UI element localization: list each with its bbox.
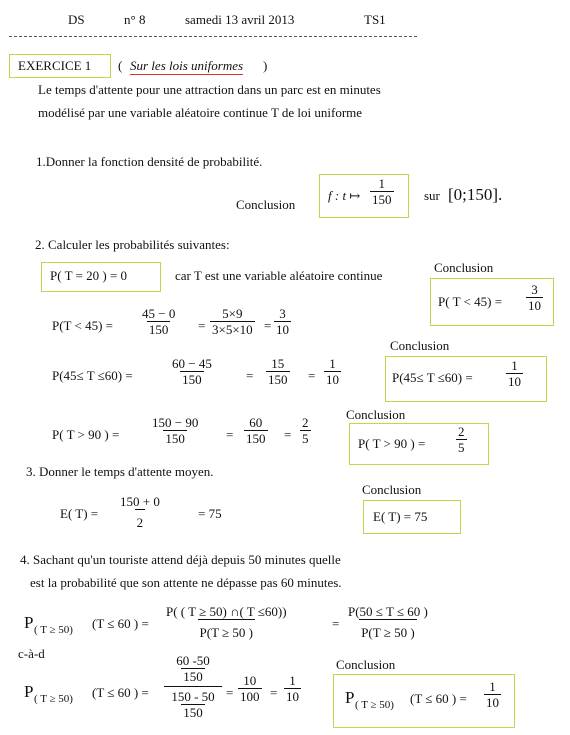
q1-f-num: 1: [378, 176, 385, 191]
q2-lt45-n2: 5×9: [222, 306, 243, 321]
header-date: samedi 13 avril 2013: [185, 12, 295, 27]
intro-line-2: modélisé par une variable aléatoire continue T de loi uniforme: [38, 105, 363, 120]
subtitle-paren-open: (: [118, 58, 123, 73]
q3-lhs: E( T) =: [60, 506, 99, 521]
q2-lt45-lhs: P(T < 45) =: [52, 318, 114, 333]
q2-btw-d3: 10: [326, 371, 339, 387]
q2-gt90-lhs: P( T > 90 ) =: [52, 427, 120, 442]
q1-question: 1.Donner la fonction densité de probabilité.: [36, 154, 263, 169]
q2-gt90-d1: 150: [165, 430, 185, 446]
q2-lt45-frac2: [210, 307, 255, 336]
q4-box-den: 10: [486, 694, 499, 710]
q4-box-letter: P: [345, 688, 355, 707]
q2-gt90-eq2: =: [284, 427, 292, 442]
q4-frac1-den: P(T ≥ 50 ): [198, 619, 255, 640]
q4-p2-letter: P: [24, 682, 34, 701]
q4-big-fraction: [164, 654, 222, 720]
q2-btw-n3: 1: [329, 356, 336, 371]
q2-btw-d2: 150: [268, 371, 288, 387]
intro-line-1: Le temps d'attente pour une attraction dans un parc est en minutes: [38, 82, 381, 97]
q2-btw-box-lhs: P(45≤ T ≤60) =: [392, 370, 473, 385]
q2-lt45-conclusion-label: Conclusion: [434, 260, 494, 275]
q2-btw-box-den: 10: [508, 373, 521, 389]
q2-gt90-box-lhs: P( T > 90 ) =: [358, 436, 426, 451]
q2-gt90-box-fraction: [456, 425, 467, 454]
q2-btw-eq2: =: [308, 368, 316, 383]
q2-lt45-eq2: =: [264, 318, 272, 333]
q2-btw-n1: 60 − 45: [172, 356, 212, 371]
q2-gt90-n1: 150 − 90: [152, 415, 199, 430]
q3-fraction: [118, 495, 162, 529]
q4-eq: =: [332, 616, 340, 631]
q2-lt45-box-den: 10: [528, 297, 541, 313]
q3-num: 150 + 0: [120, 494, 160, 509]
q4-r-fraction: [238, 674, 262, 703]
q2-question: 2. Calculer les probabilités suivantes:: [35, 237, 230, 252]
q4-frac1: [164, 605, 289, 639]
q4-box-num: 1: [489, 679, 496, 694]
q2-gt90-frac2: [244, 416, 268, 445]
q2-btw-frac2: [266, 357, 290, 386]
q4-box-cond: ( T ≥ 50): [355, 699, 394, 711]
q4-f-num: 1: [289, 673, 296, 688]
q2-gt90-n3: 2: [302, 415, 309, 430]
q2-btw-eq: =: [246, 368, 254, 383]
q4-f-fraction: [284, 674, 301, 703]
q4-r-num: 10: [243, 673, 257, 688]
q2-btw-frac3: [324, 357, 341, 386]
q4-big-top-den: 150: [183, 668, 203, 684]
q1-interval: [0;150].: [448, 185, 503, 204]
q2-gt90-n2: 60: [249, 415, 263, 430]
q2-lt45-d2: 3×5×10: [212, 321, 253, 337]
q4-frac2-num: P(50 ≤ T ≤ 60 ): [348, 604, 428, 619]
q4-big-top-num: 60 -50: [176, 653, 210, 668]
q4-big-bot-den: 150: [183, 704, 203, 720]
q4-p1-event: (T ≤ 60 ) =: [92, 616, 149, 631]
q4-big-bottom: [169, 690, 216, 719]
q4-eq-b: =: [270, 685, 278, 700]
q2-btw-n2: 15: [271, 356, 285, 371]
q2-lt45-box-fraction: [526, 283, 543, 312]
q1-density-fraction: [370, 177, 394, 206]
subtitle-paren-close: ): [263, 58, 268, 73]
q2-lt45-frac1: [140, 307, 177, 336]
q4-f-den: 10: [286, 688, 299, 704]
q2-lt45-d3: 10: [276, 321, 289, 337]
q2-btw-box-fraction: [506, 359, 523, 388]
q4-r-den: 100: [240, 688, 260, 704]
q4-frac2: [346, 605, 430, 639]
q2-lt45-eq: =: [198, 318, 206, 333]
q4-conclusion-label: Conclusion: [336, 657, 396, 672]
q1-sur: sur: [424, 188, 440, 203]
q4-big-bar: [164, 686, 222, 687]
q2-lt45-n1: 45 − 0: [142, 306, 176, 321]
q4-p1-cond: ( T ≥ 50): [34, 624, 73, 636]
q3-den: 2: [135, 509, 146, 530]
q4-question-2: est la probabilité que son attente ne dépasse pas 60 minutes.: [30, 575, 342, 590]
q2-lt45-box-lhs: P( T < 45) =: [438, 294, 503, 309]
q4-p1-letter: P: [24, 613, 34, 632]
q2-gt90-box-den: 5: [458, 439, 465, 455]
q2-lt45-n3: 3: [279, 306, 286, 321]
q2-lt45-box-num: 3: [531, 282, 538, 297]
q3-question: 3. Donner le temps d'attente moyen.: [26, 464, 214, 479]
header-class: TS1: [364, 12, 386, 27]
q4-p2-event: (T ≤ 60 ) =: [92, 685, 149, 700]
q2-btw-d1: 150: [182, 371, 202, 387]
q3-box-text: E( T) = 75: [373, 509, 428, 524]
q2-gt90-eq: =: [226, 427, 234, 442]
q4-box-fraction: [484, 680, 501, 709]
q4-box-event: (T ≤ 60 ) =: [410, 691, 467, 706]
q2-gt90-d2: 150: [246, 430, 266, 446]
q3-result: = 75: [198, 506, 222, 521]
exercise-subtitle: Sur les lois uniformes: [130, 58, 244, 73]
q4-frac1-num: P( ( T ≥ 50) ∩( T ≤60)): [166, 604, 287, 619]
q2-gt90-box-num: 2: [458, 424, 465, 439]
q4-cad: c-à-d: [18, 646, 45, 661]
q2-lt45-frac3: [274, 307, 291, 336]
q4-big-top: [174, 654, 212, 683]
q2-btw-box-num: 1: [511, 358, 518, 373]
q4-question-1: 4. Sachant qu'un touriste attend déjà depuis 50 minutes quelle: [20, 552, 341, 567]
q2-lt45-d1: 150: [148, 321, 169, 337]
exercise-title: EXERCICE 1: [18, 58, 92, 73]
q4-p2-cond: ( T ≥ 50): [34, 693, 73, 705]
q2-p20-reason: car T est une variable aléatoire continue: [175, 268, 383, 283]
header-number: n° 8: [124, 12, 146, 27]
q4-frac2-den: P(T ≥ 50 ): [359, 619, 416, 640]
q2-btw-lhs: P(45≤ T ≤60) =: [52, 368, 133, 383]
q2-gt90-frac1: [150, 416, 200, 445]
q1-f-lhs: f : t ↦: [328, 188, 361, 203]
q2-btw-conclusion-label: Conclusion: [390, 338, 450, 353]
q2-btw-frac1: [170, 357, 214, 386]
q1-f-den: 150: [372, 191, 392, 207]
q2-gt90-d3: 5: [302, 430, 309, 446]
q4-eq-a: =: [226, 685, 234, 700]
header-ds: DS: [68, 12, 85, 27]
q2-gt90-frac3: [300, 416, 311, 445]
header-divider: [9, 36, 417, 37]
q2-gt90-conclusion-label: Conclusion: [346, 407, 406, 422]
q2-p20: P( T = 20 ) = 0: [50, 268, 128, 283]
q1-conclusion-label: Conclusion: [236, 197, 296, 212]
q3-conclusion-label: Conclusion: [362, 482, 422, 497]
q4-big-bot-num: 150 - 50: [171, 689, 215, 705]
